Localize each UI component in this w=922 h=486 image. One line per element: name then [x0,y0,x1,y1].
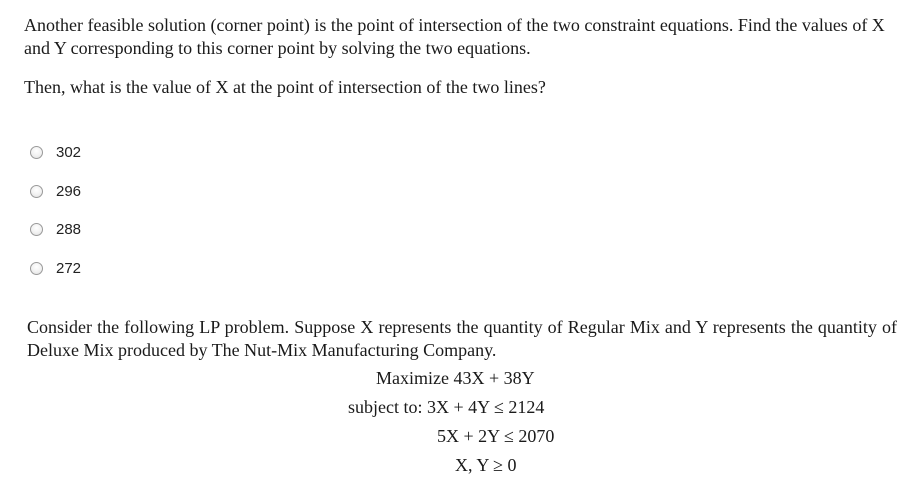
answer-option-label[interactable]: 296 [56,182,82,200]
radio-button[interactable] [30,262,43,275]
radio-button[interactable] [30,223,43,236]
objective-function: Maximize 43X + 38Y [376,368,535,388]
answer-option[interactable] [30,220,81,259]
constraint-1: subject to: 3X + 4Y ≤ 2124 [348,397,545,417]
answer-option[interactable] [30,182,81,221]
radio-button[interactable] [30,146,43,159]
question-1-prompt: Another feasible solution (corner point) is the point of intersection of the two constraint equations. Find the values of X and Y corresponding to this corner point by solving the two equations. [24,15,885,58]
answer-option-label[interactable]: 302 [56,144,82,161]
question-1 [24,14,904,99]
question-2 [27,316,897,362]
question-2-prompt: Consider the following LP problem. Suppose X represents the quantity of Regular Mix and Y represents the quantity of Deluxe Mix produced by The Nut-Mix Manufacturing Company. [27,317,897,360]
radio-button[interactable] [30,185,43,198]
answer-option[interactable] [30,259,81,298]
nonnegativity-constraint: X, Y ≥ 0 [455,455,517,475]
answer-option-label[interactable]: 288 [56,221,82,238]
question-1-ask: Then, what is the value of X at the point of intersection of the two lines? [24,77,546,97]
answer-option[interactable] [30,143,81,182]
answer-options [30,143,81,297]
constraint-2: 5X + 2Y ≤ 2070 [437,426,555,446]
answer-option-label[interactable]: 272 [56,259,82,277]
